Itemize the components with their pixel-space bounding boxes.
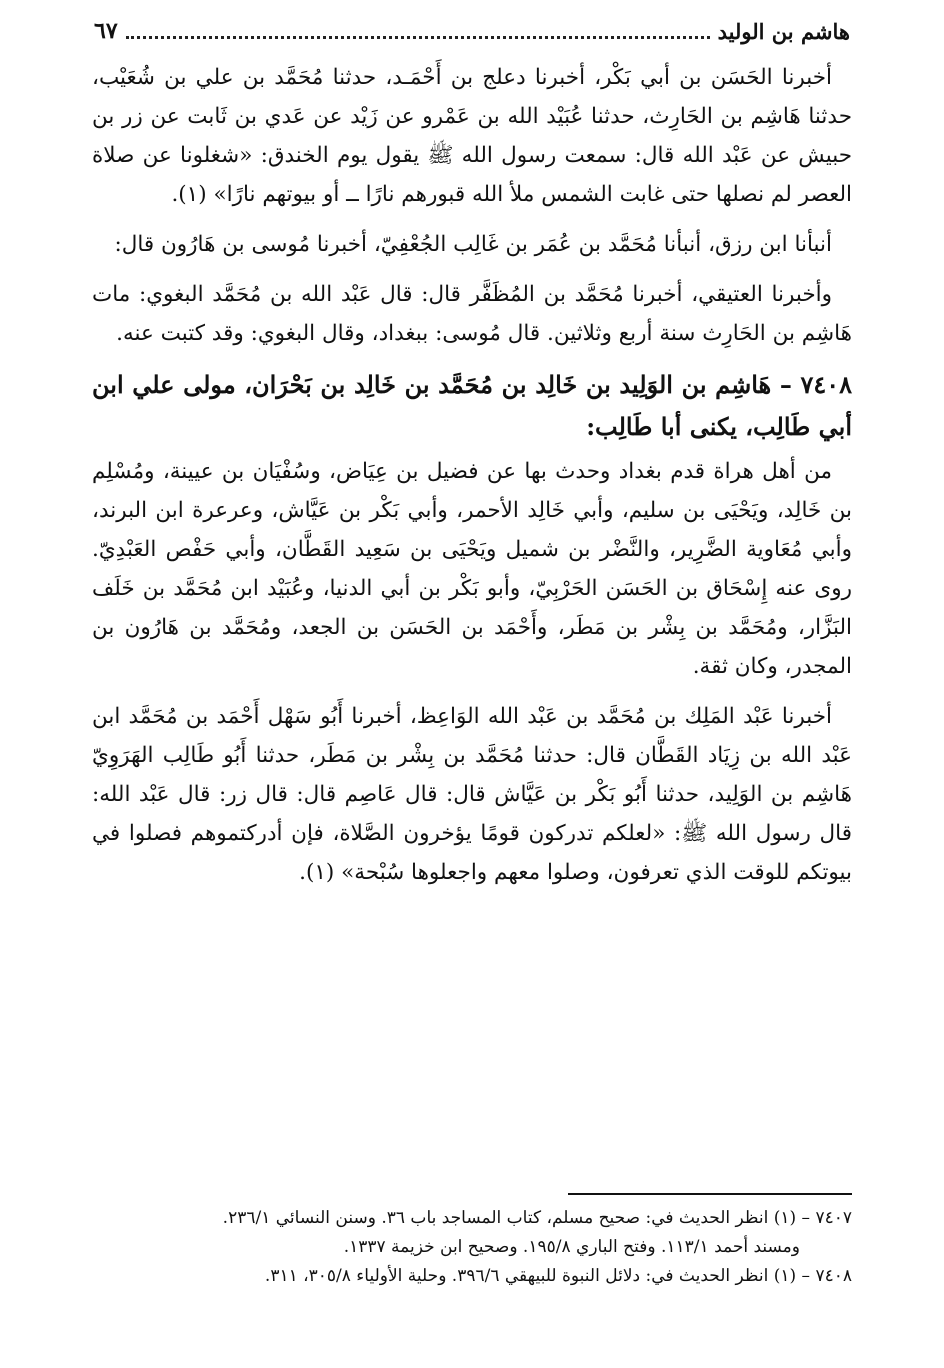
leader-dots [126,36,710,39]
page-number: ٦٧ [94,18,118,44]
footnote-7407-line2: ومسند أحمد ١١٣/١. وفتح الباري ١٩٥/٨. وصحيح ابن خزيمة ١٣٣٧. [343,1237,800,1257]
running-header [94,16,850,46]
paragraph-isnad-musa: أنبأنا ابن رزق، أنبأنا مُحَمَّد بن عُمَر بن غَالِب الجُعْفِيّ، أخبرنا مُوسى بن هَارُون قال: [114,232,832,257]
footnotes [92,1204,852,1291]
entry-heading: ٧٤٠٨ – هَاشِم بن الوَلِيد بن خَالِد بن مُحَمَّد بن خَالِد بن بَحْرَان، مولى علي ابن أبي طَالِب، يكنى أبا طَالِب: [92,370,852,441]
footnote-7408: ٧٤٠٨ – (١) انظر الحديث في: دلائل النبوة للبيهقي ٣٩٦/٦. وحلية الأولياء ٣٠٥/٨، ٣١١. [264,1266,852,1286]
footnote-separator [568,1193,852,1195]
paragraph-death-date: وأخبرنا العتيقي، أخبرنا مُحَمَّد بن المُظَفَّر قال: قال عَبْد الله بن مُحَمَّد البغوي: مات هَاشِم بن الحَارِث سنة أربع وثلاثين. قال مُوسى: ببغداد، وقال البغوي: وقد كتبت عنه. [92,282,852,346]
paragraph-hadith-khandaq: أخبرنا الحَسَن بن أبي بَكْر، أخبرنا دعلج بن أَحْمَـد، حدثنا مُحَمَّد بن علي بن شُعَيْب، حدثنا هَاشِم بن الحَارِث، حدثنا عُبَيْد الله بن عَمْرو عن زَيْد عن عَدي بن ثَابت عن زر بن حبيش عن عَبْد الله قال: سمعت رسول الله ﷺ يقول يوم الخندق: «شغلونا عن صلاة العصر لم نصلها حتى غابت الشمس ملأ الله قبورهم نارًا ــ أو بيوتهم نارًا» (١). [92,65,852,207]
paragraph-biography: من أهل هراة قدم بغداد وحدث بها عن فضيل بن عِيَاض، وسُفْيَان بن عيينة، ومُسْلِم بن خَالِد، ويَحْيَى بن سليم، وأبي خَالِد الأحمر، وأبي بَكْر بن عَيَّاش، وعرعرة ابن البرند، وأبي مُعَاوية الضَّرِير، والنَّضْر بن شميل ويَحْيَى بن سَعِيد القَطَّان، وأبي حَفْص العَبْدِيّ. روى عنه إِسْحَاق بن الحَسَن الحَرْبِيّ، وأبو بَكْر بن أبي الدنيا، وعُبَيْد ابن مُحَمَّد بن خَلَف البَزَّار، ومُحَمَّد بن بِشْر بن مَطَر، وأَحْمَد بن الحَسَن بن الجعد، ومُحَمَّد بن هَارُون بن المجدر، وكان ثقة. [92,459,852,679]
footnote-7407-line1: ٧٤٠٧ – (١) انظر الحديث في: صحيح مسلم، كتاب المساجد باب ٣٦. وسنن النسائي ٢٣٦/١. [222,1208,852,1228]
running-title: هاشم بن الوليد [717,18,850,44]
paragraph-hadith-salat: أخبرنا عَبْد المَلِك بن مُحَمَّد بن عَبْد الله الوَاعِظ، أخبرنا أَبُو سَهْل أَحْمَد بن مُحَمَّد ابن عَبْد الله بن زِيَاد القَطَّان قال: حدثنا مُحَمَّد بن بِشْر بن مَطَر، حدثنا أَبُو طَالِب الهَرَوِيّ هَاشِم بن الوَلِيد، حدثنا أَبُو بَكْر بن عَيَّاش قال: قال عَاصِم قال: قال زر: قال عَبْد الله: قال رسول الله ﷺ: «لعلكم تدركون قومًا يؤخرون الصَّلاة، فإن أدركتموهم فصلوا في بيوتكم للوقت الذي تعرفون، وصلوا معهم واجعلوها سُبْحة» (١). [92,704,852,885]
main-text [92,58,852,903]
